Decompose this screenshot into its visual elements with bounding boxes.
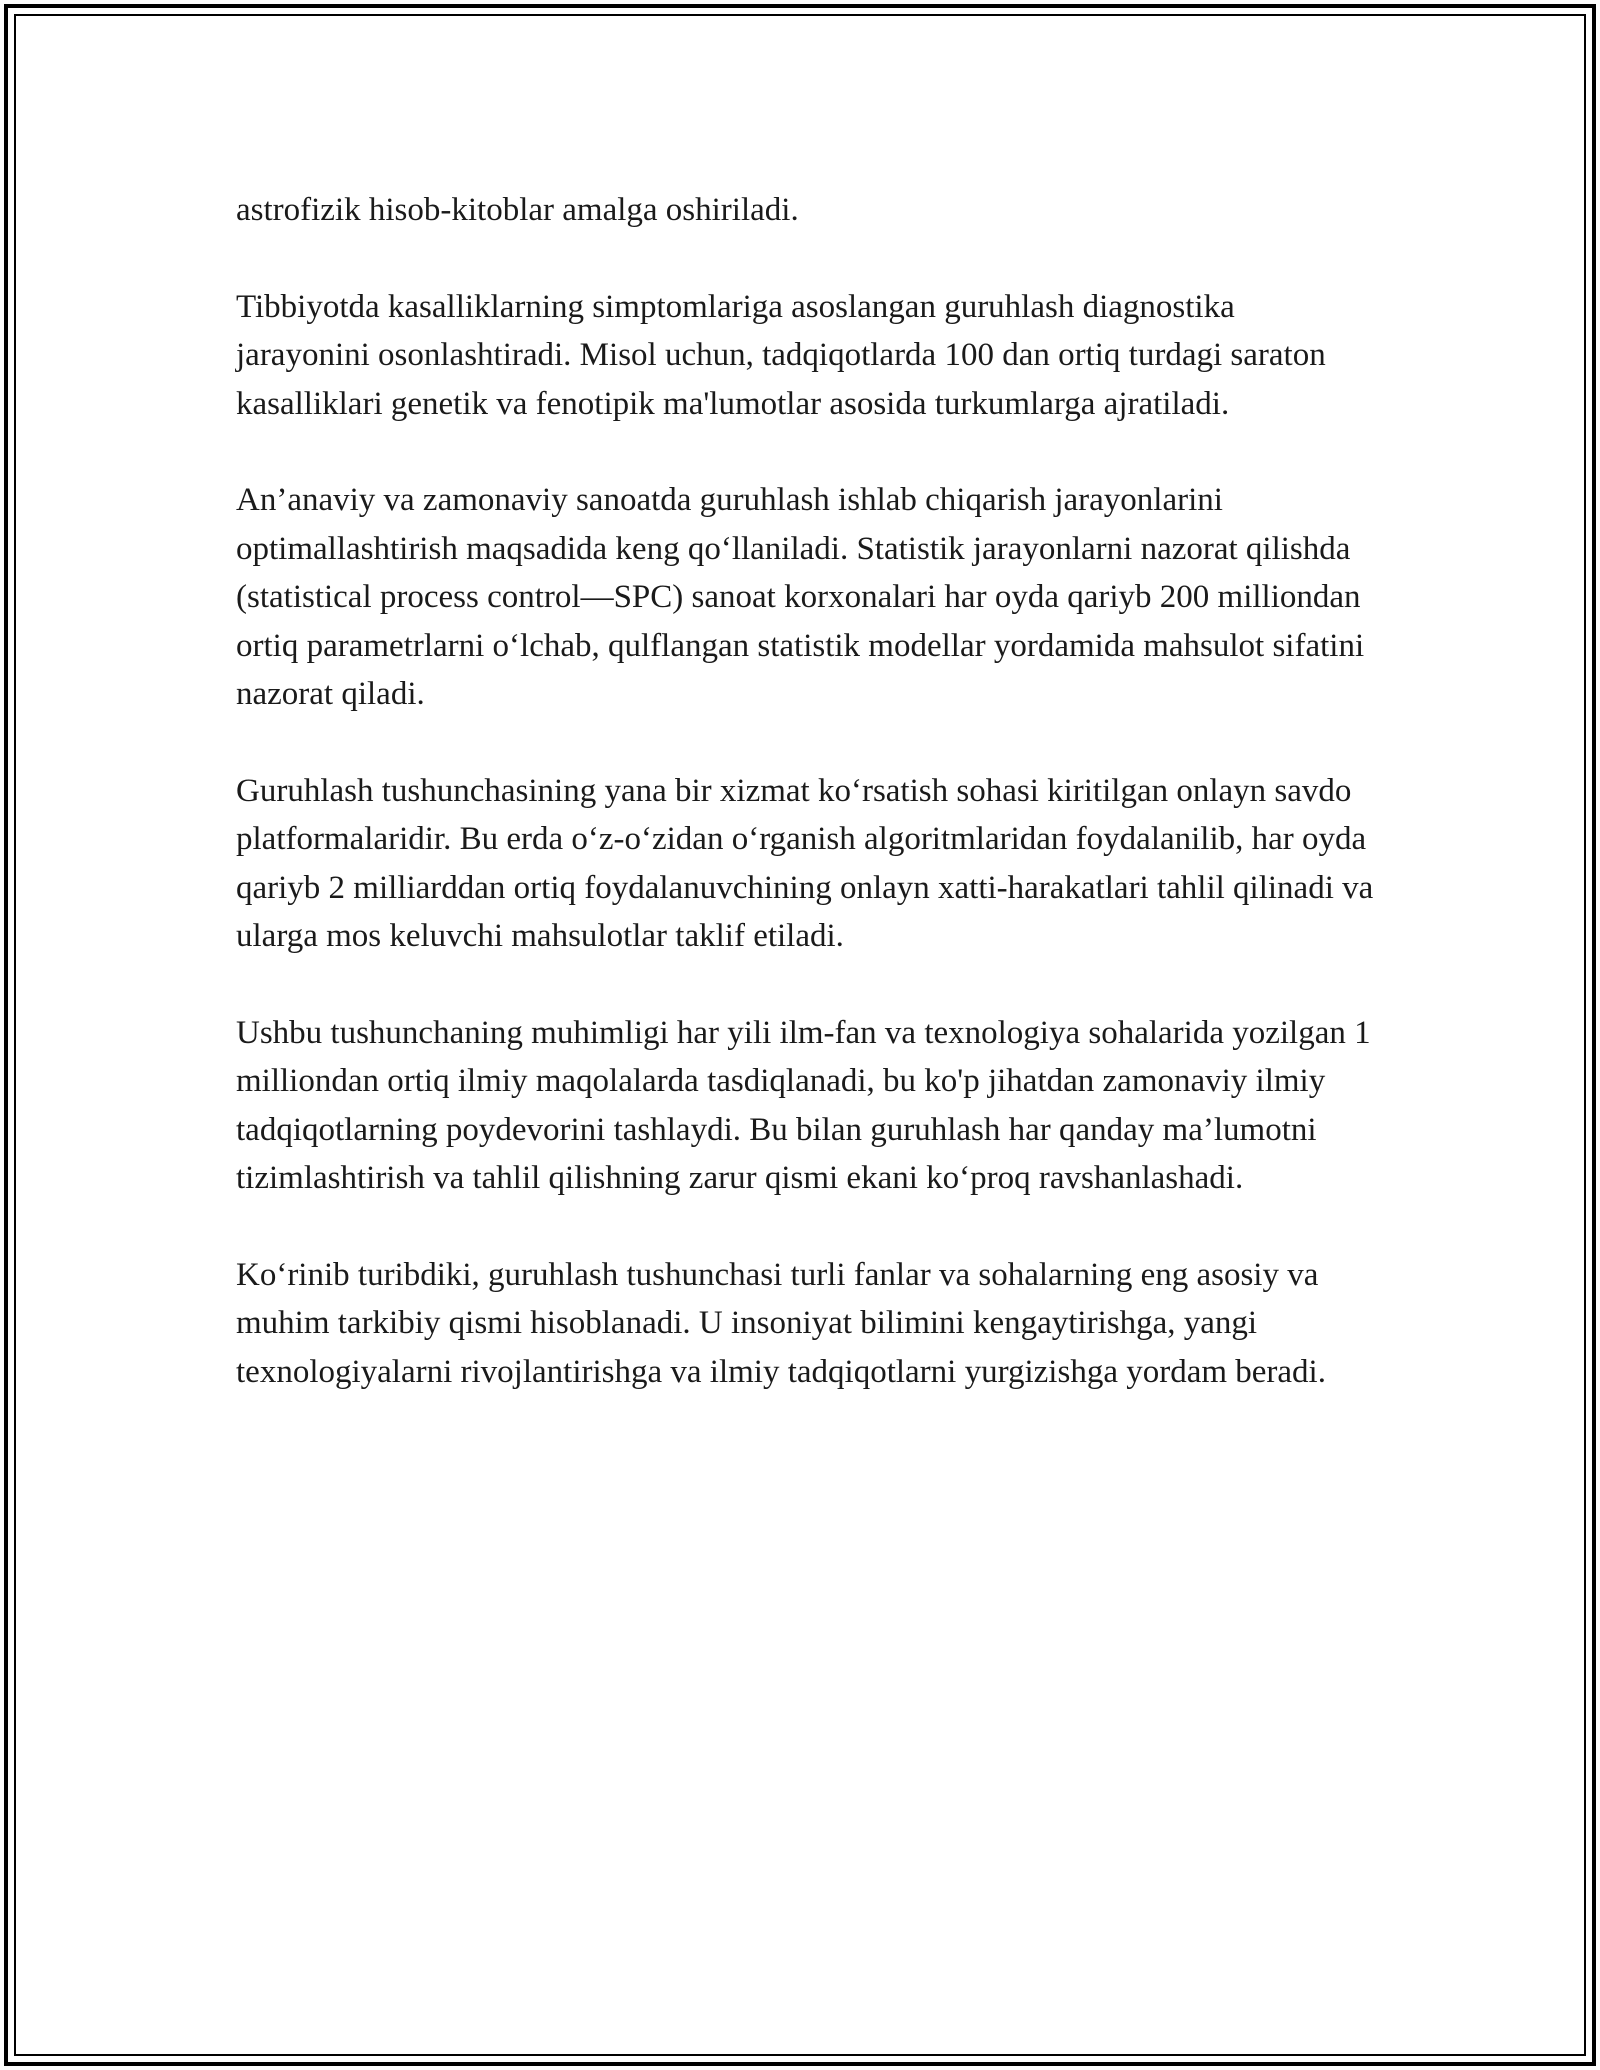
paragraph-importance: Ushbu tushunchaning muhimligi har yili ilm-fan va texnologiya sohalarida yozilgan 1 milliondan ortiq ilmiy maqolalarda tasdiqlanadi, bu ko'p jihatdan zamonaviy ilmiy tadqiqotlarning poydevorini tashlaydi. Bu bilan guruhlash har qanday ma’lumotni tizimlashtirish va tahlil qilishning zarur qismi ekani ko‘proq ravshanlashadi. [236,1014,1371,1196]
paragraph-medicine: Tibbiyotda kasalliklarning simptomlariga asoslangan guruhlash diagnostika jarayonini osonlashtiradi. Misol uchun, tadqiqotlarda 100 dan ortiq turdagi saraton kasalliklari genetik va fenotipik ma'lumotlar asosida turkumlarga ajratiladi. [236,288,1326,422]
paragraph-continuation: astrofizik hisob-kitoblar amalga oshiriladi. [236,192,799,228]
paragraph-conclusion: Ko‘rinib turibdiki, guruhlash tushunchasi turli fanlar va sohalarning eng asosiy va muhim tarkibiy qismi hisoblanadi. U insoniyat bilimini kengaytirishga, yangi texnologiyalarni rivojlantirishga va ilmiy tadqiqotlarni yurgizishga yordam beradi. [236,1256,1326,1390]
document-body [236,186,1376,1444]
paragraph-online-commerce: Guruhlash tushunchasining yana bir xizmat ko‘rsatish sohasi kiritilgan onlayn savdo platformalaridir. Bu erda o‘z-o‘zidan o‘rganish algoritmlaridan foydalanilib, har oyda qariyb 2 milliarddan ortiq foydalanuvchining onlayn xatti-harakatlari tahlil qilinadi va ularga mos keluvchi mahsulotlar taklif etiladi. [236,772,1374,954]
paragraph-industry: An’anaviy va zamonaviy sanoatda guruhlash ishlab chiqarish jarayonlarini optimallashtirish maqsadida keng qo‘llaniladi. Statistik jarayonlarni nazorat qilishda (statistical process control—SPC) sanoat korxonalari har oyda qariyb 200 milliondan ortiq parametrlarni o‘lchab, qulflangan statistik modellar yordamida mahsulot sifatini nazorat qiladi. [236,482,1365,712]
